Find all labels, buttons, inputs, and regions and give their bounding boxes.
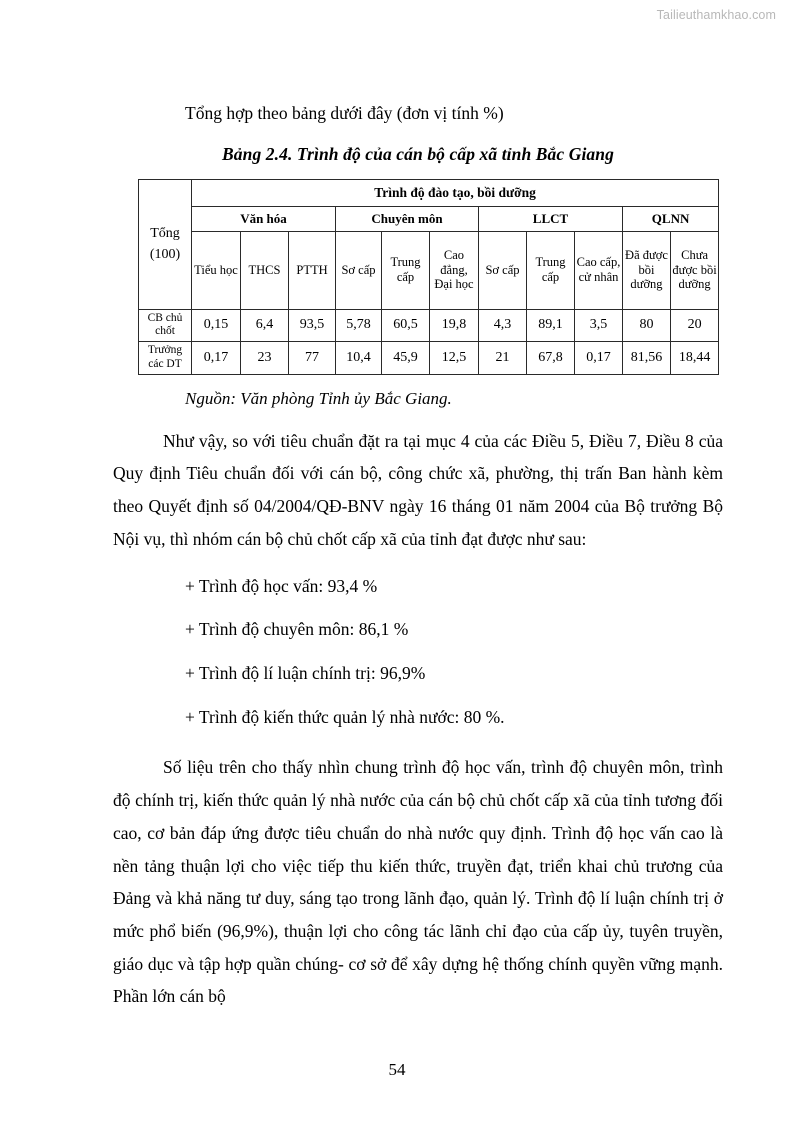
page-content xyxy=(113,100,723,1013)
group-header-qlnn: QLNN xyxy=(623,207,719,231)
column-header-trung-cap-llct: Trung cấp xyxy=(527,231,575,309)
watermark: Tailieuthamkhao.com xyxy=(656,8,776,22)
cell-value: 80 xyxy=(623,309,671,342)
cell-value: 81,56 xyxy=(623,342,671,375)
cell-value: 3,5 xyxy=(575,309,623,342)
table-caption: Bảng 2.4. Trình độ của cán bộ cấp xã tỉnh Bắc Giang xyxy=(222,144,614,165)
column-header-thcs: THCS xyxy=(241,231,289,309)
column-header-tieu-hoc: Tiểu học xyxy=(192,231,241,309)
column-header-chua-duoc-boi-duong: Chưa được bồi dưỡng xyxy=(671,231,719,309)
cell-value: 93,5 xyxy=(289,309,336,342)
list-item: + Trình độ kiến thức quản lý nhà nước: 80 %. xyxy=(185,706,505,727)
list-item: + Trình độ chuyên môn: 86,1 % xyxy=(185,619,409,640)
cell-value: 0,17 xyxy=(575,342,623,375)
qualification-table xyxy=(138,179,719,374)
paragraph-standards: Như vậy, so với tiêu chuẩn đặt ra tại mục 4 của các Điều 5, Điều 7, Điều 8 của Quy định Tiêu chuẩn đối với cán bộ, công chức xã, phường, thị trấn Ban hành kèm theo Quyết định số 04/2004/QĐ-BNV ngày 16 tháng 01 năm 2004 của Bộ trưởng Bộ Nội vụ, thì nhóm cán bộ chủ chốt cấp xã của tỉnh đạt được như sau: xyxy=(113,430,723,549)
cell-value: 6,4 xyxy=(241,309,289,342)
cell-value: 20 xyxy=(671,309,719,342)
cell-value: 0,15 xyxy=(192,309,241,342)
column-header-da-duoc-boi-duong: Đã được bồi dưỡng xyxy=(623,231,671,309)
column-header-cao-cap-cu-nhan: Cao cấp, cử nhân xyxy=(575,231,623,309)
cell-value: 67,8 xyxy=(527,342,575,375)
list-item: + Trình độ lí luận chính trị: 96,9% xyxy=(185,663,426,683)
table-source-note: Nguồn: Văn phòng Tỉnh ủy Bắc Giang. xyxy=(185,388,452,408)
cell-value: 19,8 xyxy=(430,309,479,342)
cell-value: 77 xyxy=(289,342,336,375)
table-top-group-header: Trình độ đào tạo, bồi dưỡng xyxy=(192,180,719,207)
cell-value: 0,17 xyxy=(192,342,241,375)
group-header-llct: LLCT xyxy=(479,207,623,231)
column-header-so-cap-llct: Sơ cấp xyxy=(479,231,527,309)
page-number: 54 xyxy=(388,1060,406,1079)
column-header-ptth: PTTH xyxy=(289,231,336,309)
cell-value: 12,5 xyxy=(430,342,479,375)
table-row xyxy=(139,309,719,342)
row-label-truong-cac-dt: Trưởng các DT xyxy=(139,342,192,375)
cell-value: 89,1 xyxy=(527,309,575,342)
paragraph-analysis: Số liệu trên cho thấy nhìn chung trình độ học vấn, trình độ chuyên môn, trình độ chính trị, kiến thức quản lý nhà nước của cán bộ chủ chốt cấp xã của tỉnh tương đối cao, cơ bản đáp ứng được tiêu chuẩn do nhà nước quy định. Trình độ học vấn cao là nền tảng thuận lợi cho việc tiếp thu kiến thức, truyền đạt, triển khai chủ trương của Đảng và khả năng tư duy, sáng tạo trong lãnh đạo, quản lý. Trình độ lí luận chính trị ở mức phổ biến (96,9%), thuận lợi cho công tác lãnh chỉ đạo của cấp ủy, tuyên truyền, giáo dục và tập hợp quần chúng- cơ sở để xây dựng hệ thống chính quyền vững mạnh. Phần lớn cán bộ xyxy=(113,757,723,1007)
column-header-so-cap-cm: Sơ cấp xyxy=(336,231,382,309)
corner-label-line-2: (100) xyxy=(149,247,181,263)
cell-value: 10,4 xyxy=(336,342,382,375)
table-header-row-groups xyxy=(139,207,719,231)
cell-value: 4,3 xyxy=(479,309,527,342)
cell-value: 23 xyxy=(241,342,289,375)
cell-value: 45,9 xyxy=(382,342,430,375)
table-header-row-columns xyxy=(139,231,719,309)
column-header-trung-cap-cm: Trung cấp xyxy=(382,231,430,309)
table-row xyxy=(139,342,719,375)
cell-value: 18,44 xyxy=(671,342,719,375)
cell-value: 5,78 xyxy=(336,309,382,342)
table-corner-label xyxy=(139,180,192,309)
corner-label-line-1: Tổng xyxy=(150,226,180,242)
list-item: + Trình độ học vấn: 93,4 % xyxy=(185,575,378,596)
achievement-list xyxy=(113,570,723,734)
group-header-chuyen-mon: Chuyên môn xyxy=(336,207,479,231)
column-header-cao-dang-dai-hoc: Cao đẳng, Đại học xyxy=(430,231,479,309)
intro-line: Tổng hợp theo bảng dưới đây (đơn vị tính %) xyxy=(185,103,504,123)
table-header-row-top xyxy=(139,180,719,207)
cell-value: 21 xyxy=(479,342,527,375)
row-label-cb-chu-chot: CB chủ chốt xyxy=(139,309,192,342)
group-header-van-hoa: Văn hóa xyxy=(192,207,336,231)
cell-value: 60,5 xyxy=(382,309,430,342)
